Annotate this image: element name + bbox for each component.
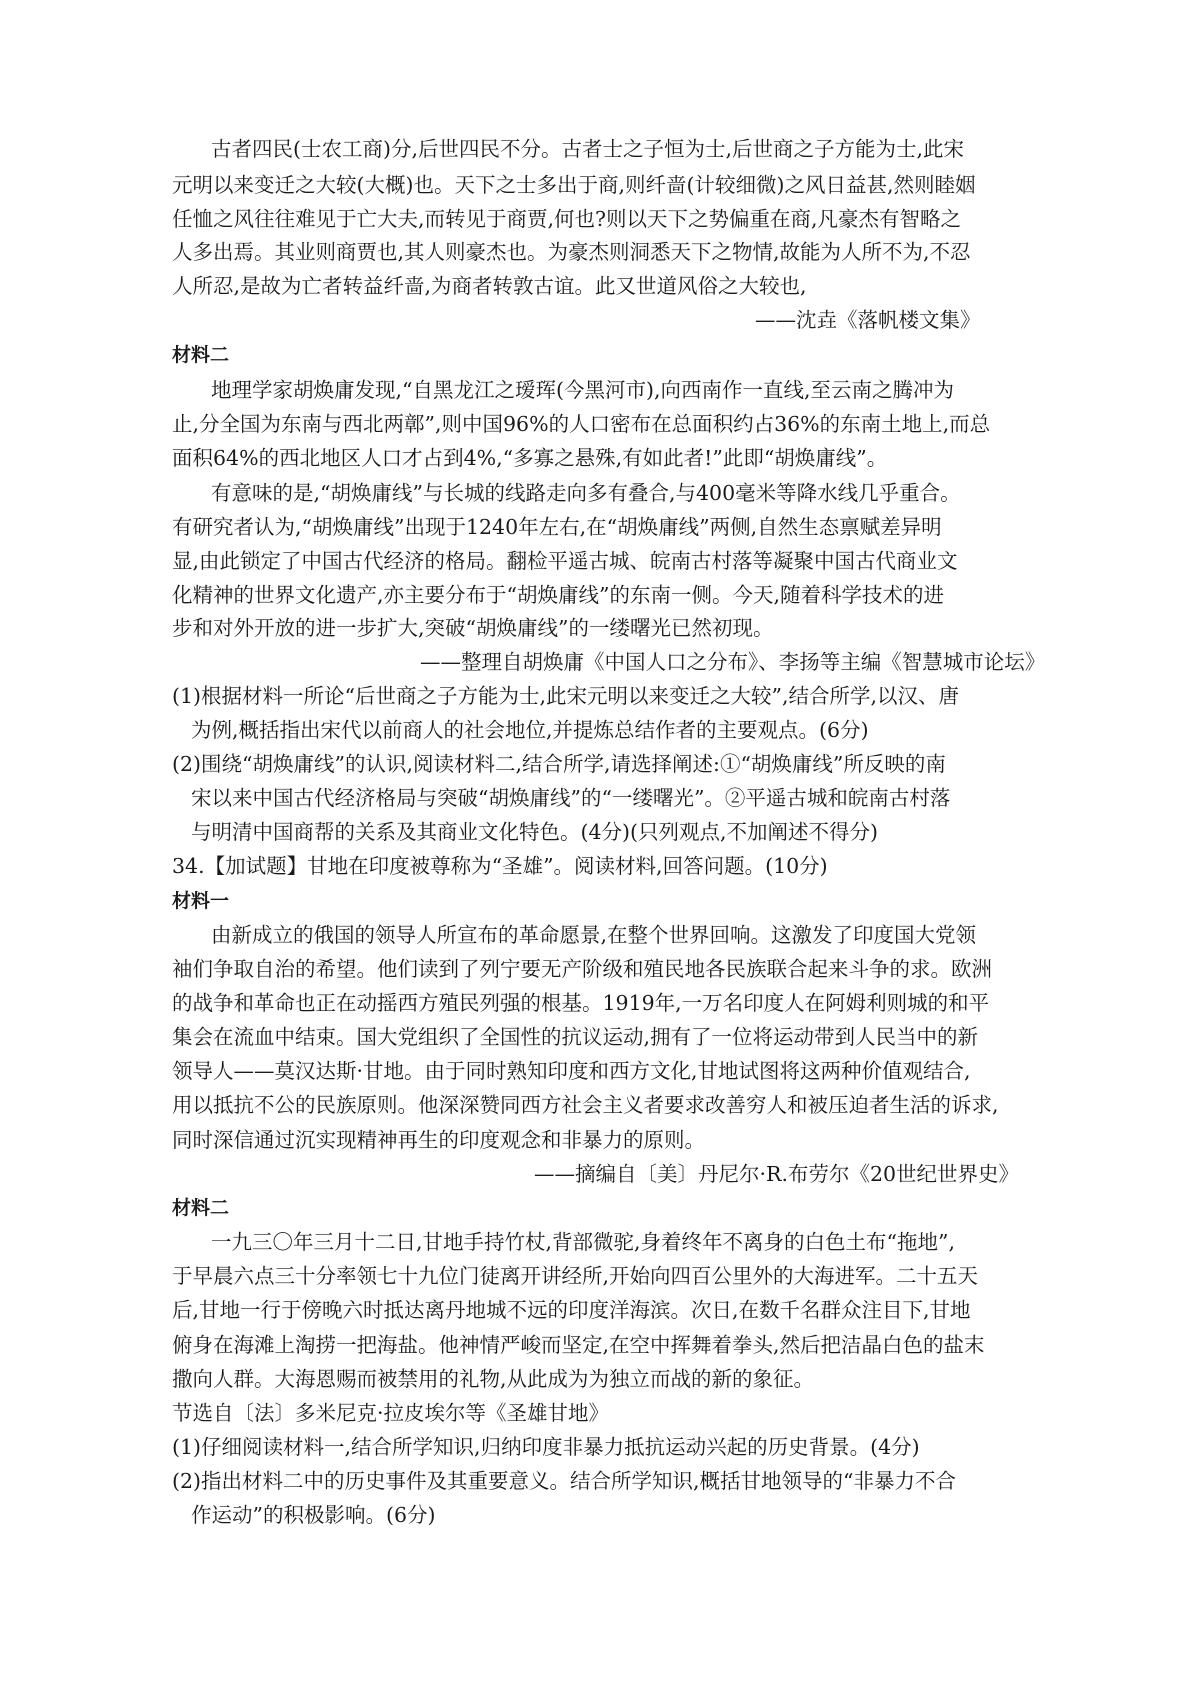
source-citation: ——整理自胡焕庸《中国人口之分布》、李扬等主编《智慧城市论坛》 (420, 650, 1046, 674)
paragraph-line: 袖们争取自治的希望。他们读到了列宁要无产阶级和殖民地各民族联合起来斗争的求。欧洲 (172, 957, 992, 981)
section-heading: 材料二 (172, 344, 230, 366)
paragraph-line: 于早晨六点三十分率领七十九位门徒离开讲经所,开始向四百公里外的大海进军。二十五天 (172, 1264, 979, 1288)
paragraph-line: 由新成立的俄国的领导人所宣布的革命愿景,在整个世界回响。这激发了印度国大党领 (211, 923, 977, 947)
paragraph-line: 用以抵抗不公的民族原则。他深深赞同西方社会主义者要求改善穷人和被压迫者生活的诉求, (172, 1093, 999, 1117)
paragraph-line: 一九三〇年三月十二日,甘地手持竹杖,背部微驼,身着终年不离身的白色土布“拖地”, (211, 1230, 956, 1254)
paragraph-line: 显,由此锁定了中国古代经济的格局。翻检平遥古城、皖南古村落等凝聚中国古代商业文 (172, 549, 958, 573)
question-line: 宋以来中国古代经济格局与突破“胡焕庸线”的“一缕曙光”。②平遥古城和皖南古村落 (191, 786, 951, 810)
paragraph-line: 元明以来变迁之大较(大概)也。天下之士多出于商,则纤啬(计较细微)之风日益甚,然则睦姻 (172, 173, 976, 197)
paragraph-line: 止,分全国为东南与西北两鄣”,则中国96%的人口密布在总面积约占36%的东南土地上,而总 (172, 412, 991, 436)
paragraph-line: 化精神的世界文化遗产,亦主要分布于“胡焕庸线”的东南一侧。今天,随着科学技术的进 (172, 583, 944, 607)
question-line: 为例,概括指出宋代以前商人的社会地位,并提炼总结作者的主要观点。(6分) (191, 718, 869, 742)
question-line: 与明清中国商帮的关系及其商业文化特色。(4分)(只列观点,不加阐述不得分) (191, 820, 879, 844)
paragraph-line: 人多出焉。其业则商贾也,其人则豪杰也。为豪杰则洞悉天下之物情,故能为人所不为,不忍 (172, 240, 971, 264)
paragraph-line: 步和对外开放的进一步扩大,突破“胡焕庸线”的一缕曙光已然初现。 (172, 616, 774, 640)
source-citation: ——沈垚《落帆楼文集》 (755, 308, 981, 332)
question-line: (1)根据材料一所论“后世商之子方能为士,此宋元明以来变迁之大较”,结合所学,以汉、唐 (172, 684, 960, 708)
paragraph-line: 领导人——莫汉达斯·甘地。由于同时熟知印度和西方文化,甘地试图将这两种价值观结合, (172, 1059, 971, 1083)
paragraph-line: 俯身在海滩上淘捞一把海盐。他神情严峻而坚定,在空中挥舞着拳头,然后把洁晶白色的盐末 (172, 1333, 985, 1357)
paragraph-line: 有研究者认为,“胡焕庸线”出现于1240年左右,在“胡焕庸线”两侧,自然生态禀赋差异明 (172, 515, 942, 539)
paragraph-line: 同时深信通过沉实现精神再生的印度观念和非暴力的原则。 (172, 1128, 705, 1152)
paragraph-line: 地理学家胡焕庸发现,“自黑龙江之瑷珲(今黑河市),向西南作一直线,至云南之腾冲为 (211, 378, 955, 402)
paragraph-line: 古者四民(士农工商)分,后世四民不分。古者士之子恒为士,后世商之子方能为士,此宋 (211, 137, 965, 161)
question-heading: 34.【加试题】甘地在印度被尊称为“圣雄”。阅读材料,回答问题。(10分) (172, 854, 828, 878)
source-citation: 节选自〔法〕多米尼克·拉皮埃尔等《圣雄甘地》 (172, 1401, 610, 1425)
paragraph-line: 人所忍,是故为亡者转益纤啬,为商者转敦古谊。此又世道风俗之大较也, (172, 274, 807, 298)
paragraph-line: 撒向人群。大海恩赐而被禁用的礼物,从此成为为独立而战的新的象征。 (172, 1367, 815, 1391)
section-heading: 材料二 (172, 1197, 230, 1219)
paragraph-line: 集会在流血中结束。国大党组织了全国性的抗议运动,拥有了一位将运动带到人民当中的新 (172, 1025, 979, 1049)
paragraph-line: 的战争和革命也正在动摇西方殖民列强的根基。1919年,一万名印度人在阿姆利则城的和平 (172, 991, 990, 1015)
source-citation: ——摘编自〔美〕丹尼尔·R.布劳尔《20世纪世界史》 (534, 1162, 1020, 1186)
paragraph-line: 面积64%的西北地区人口才占到4%,“多寡之悬殊,有如此者!”此即“胡焕庸线”。 (172, 446, 888, 470)
question-line: (2)指出材料二中的历史事件及其重要意义。结合所学知识,概括甘地领导的“非暴力不合 (172, 1469, 957, 1493)
question-line: 作运动”的积极影响。(6分) (191, 1503, 436, 1527)
paragraph-line: 有意味的是,“胡焕庸线”与长城的线路走向多有叠合,与400毫米等降水线几乎重合。 (211, 481, 961, 505)
question-line: (1)仔细阅读材料一,结合所学知识,归纳印度非暴力抵抗运动兴起的历史背景。(4分) (172, 1435, 920, 1459)
paragraph-line: 任恤之风往往难见于亡大夫,而转见于商贾,何也?则以天下之势偏重在商,凡豪杰有智略之 (172, 207, 962, 231)
section-heading: 材料一 (172, 890, 230, 912)
question-line: (2)围绕“胡焕庸线”的认识,阅读材料二,结合所学,请选择阐述:①“胡焕庸线”所反映的南 (172, 752, 946, 776)
paragraph-line: 后,甘地一行于傍晚六时抵达离丹地城不远的印度洋海滨。次日,在数千名群众注目下,甘地 (172, 1298, 971, 1322)
